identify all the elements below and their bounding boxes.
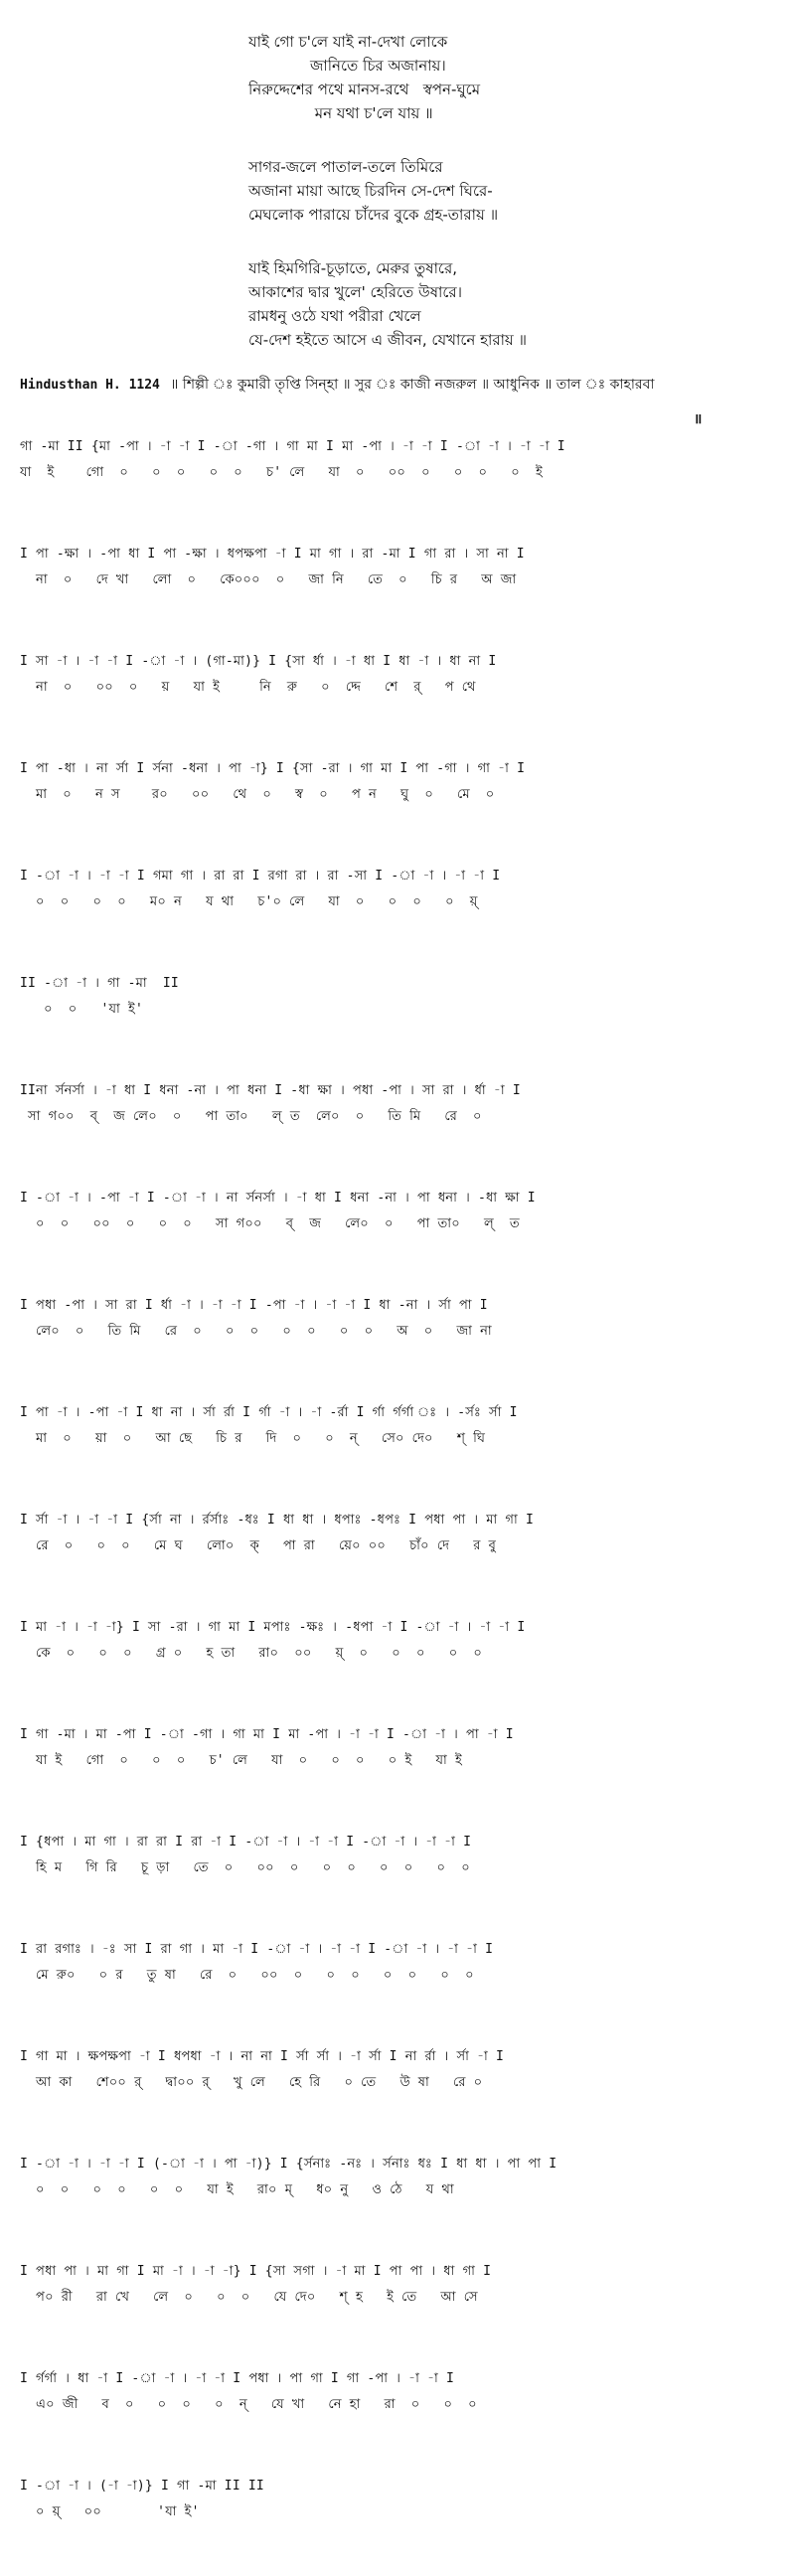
notation-row [20,1717,775,1825]
notation-row [20,2039,775,2147]
lyric-syllable-line: ০ ০ ০ ০ ম০ ন য থা চ'০ লে যা ০ ০ ০ ০ য়্ [20,894,478,909]
stanza [248,256,765,352]
swara-line: I পধা পা । মা গা I মা -া । -া -া} I {সা সগা । -া মা I পা পা । ধা গা I [20,2264,492,2279]
swara-line: I র্গর্গা । ধা -া I -া -া । -া -া I পধা । পা গা I গা -পা । -া -া I [20,2371,455,2386]
stanza [248,155,765,227]
lyric-line: জানিতে চির অজানায়। [248,57,446,75]
lyric-syllable-line: মে রু০ ০ র তু ষা রে ০ ০০ ০ ০ ০ ০ ০ ০ ০ [20,1968,474,1983]
swara-line: II -া -া । গা -মা II [20,976,179,991]
lyric-syllable-line: আ কা শে০০ র্ দ্বা০০ র্ খু লে হে রি ০ তে উ ষা রে ০ [20,2075,483,2090]
notation-rows [20,429,775,2576]
lyric-line: রামধনু ওঠে যথা পরীরা খেলে [248,307,421,325]
notation-row [20,2361,775,2469]
notation-row [20,1932,775,2039]
lyric-syllable-line: মা ০ য়া ০ আ ছে চি র দি ০ ০ ন্ সে০ দে০ শ্ ঘি [20,1431,486,1446]
lyric-syllable-line: না ০ ০০ ০ য় যা ই নি রু ০ দ্দে শে র্ প থে [20,680,476,695]
swara-line: I -া -া । -া -া I গমা গা । রা রা I রগা রা । রা -সা I -া -া । -া -া I [20,869,501,884]
lyric-syllable-line: মা ০ ন স র০ ০০ থে ০ স্ব ০ প ন ঘু ০ মে ০ [20,787,495,802]
notation-row [20,429,775,537]
notation-row [20,2147,775,2254]
lyric-syllable-line: ০ য়্ ০০ 'যা ই' [20,2504,200,2519]
notation-row [20,1503,775,1610]
swara-line: গা -মা II {মা -পা । -া -া I -া -গা । গা মা I মা -পা । -া -া I -া -া । -া -া I [20,439,565,454]
lyric-syllable-line: হি ম গি রি চূ ড়া তে ০ ০০ ০ ০ ০ ০ ০ ০ ০ [20,1860,470,1875]
notation-row [20,751,775,859]
lyric-syllable-line: কে ০ ০ ০ গ্র ০ হ তা রা০ ০০ য়্ ০ ০ ০ ০ ০ [20,1646,483,1661]
notation-row [20,2469,775,2576]
lyric-syllable-line: ০ ০ ০ ০ ০ ০ যা ই রা০ ম্ ধ০ নু ও ঠে য থা [20,2182,454,2197]
notation-row [20,1610,775,1717]
swara-line: IIনা র্সনর্সা । -া ধা I ধনা -না । পা ধনা I -ধা ক্ষা । পধা -পা । সা রা । র্ধা -া I [20,1083,521,1098]
end-bar-mark: ॥ [694,411,703,427]
lyric-line: মন যথা চ'লে যায় ॥ [248,104,433,122]
song-lyrics [248,30,765,382]
lyric-syllable-line: ০ ০ ০০ ০ ০ ০ সা গ০০ ব্ জ লে০ ০ পা তা০ ল্ ত [20,1216,520,1231]
notation-row [20,1825,775,1932]
swara-line: I -া -া । -া -া I (-া -া । পা -া)} I {র্সনাঃ -নঃ । র্সনাঃ ধঃ I ধা ধা । পা পা I [20,2157,557,2172]
swara-line: I র্সা -া । -া -া I {র্সা না । র্রর্সাঃ -ধঃ I ধা ধা । ধপাঃ -ধপঃ I পধা পা । মা গা I [20,1513,534,1528]
notation-row [20,2254,775,2361]
lyric-syllable-line: এ০ জী ব ০ ০ ০ ০ ন্ যে খা নে হা রা ০ ০ ০ [20,2397,477,2412]
swara-line: I পা -া । -পা -া I ধা না । র্সা র্রা I র্গা -া । -া -র্রা I র্গা র্গর্গা ঃ । -র্সঃ র্সা I [20,1405,518,1420]
swara-line: I -া -া । -পা -া I -া -া । না র্সনর্সা । -া ধা I ধনা -না । পা ধনা । -ধা ক্ষা I [20,1191,536,1206]
credits-text: ॥ শিল্পী ঃ কুমারী তৃপ্তি সিন্‌হা ॥ সুর ঃ কাজী নজরুল ॥ আধুনিক ॥ তাল ঃ কাহারবা [170,377,655,393]
notation-row [20,1395,775,1503]
record-credits [20,373,775,397]
swara-line: I {ধপা । মা গা । রা রা I রা -া I -া -া । -া -া I -া -া । -া -া I [20,1835,472,1850]
lyric-line: যাই গো চ'লে যাই না-দেখা লোকে [248,33,448,51]
notation-row [20,859,775,966]
notation-row [20,1073,775,1181]
lyric-line: নিরুদ্দেশের পথে মানস-রথে স্বপন-ঘুমে [248,80,481,98]
stanza [248,30,765,125]
lyric-line: মেঘলোক পারায়ে চাঁদের বুকে গ্রহ-তারায় ॥ [248,206,499,224]
lyric-syllable-line: সা গ০০ ব্ জ লে০ ০ পা তা০ ল্ ত লে০ ০ তি মি রে ০ [20,1109,482,1124]
swara-line: I রা রগাঃ । -ঃ সা I রা গা । মা -া I -া -া । -া -া I -া -া । -া -া I [20,1942,494,1957]
notation-row [20,1181,775,1288]
notation-row [20,966,775,1073]
lyric-line: যাই হিমগিরি-চূড়াতে, মেরুর তুষারে, [248,259,457,277]
notation-row [20,644,775,751]
notation-row [20,1288,775,1395]
lyric-syllable-line: প০ রী রা খে লে ০ ০ ০ যে দে০ শ্ হ ই তে আ সে [20,2290,478,2305]
swara-line: I গা -মা । মা -পা I -া -গা । গা মা I মা -পা । -া -া I -া -া । পা -া I [20,1727,514,1742]
record-number: Hindusthan H. 1124 [20,378,160,393]
lyric-syllable-line: যা ই গো ০ ০ ০ ০ ০ চ' লে যা ০ ০০ ০ ০ ০ ০ ই [20,465,543,480]
lyric-syllable-line: যা ই গো ০ ০ ০ চ' লে যা ০ ০ ০ ০ ই যা ই [20,1753,462,1768]
swara-line: I পা -ধা । না র্সা I র্সনা -ধনা । পা -া} I {সা -রা । গা মা I পা -গা । গা -া I [20,761,526,776]
swara-line: I পা -ক্ষা । -পা ধা I পা -ক্ষা । ধপক্ষপা -া I মা গা । রা -মা I গা রা । সা না I [20,547,525,562]
swara-line: I মা -া । -া -া} I সা -রা । গা মা I মপাঃ -ক্ষঃ । -ধপা -া I -া -া । -া -া I [20,1620,526,1635]
lyric-line: আকাশের দ্বার খুলে' হেরিতে উষারে। [248,283,462,301]
swara-line: I -া -া । (-া -া)} I গা -মা II II [20,2479,264,2494]
lyric-syllable-line: লে০ ০ তি মি রে ০ ০ ০ ০ ০ ০ ০ অ ০ জা না [20,1324,492,1339]
swara-line: I সা -া । -া -া I -া -া । (গা-মা)} I {সা র্ধা । -া ধা I ধা -া । ধা না I [20,654,497,669]
swara-line: I পধা -পা । সা রা I র্ধা -া । -া -া I -পা -া । -া -া I ধা -না । র্সা পা I [20,1298,488,1313]
lyric-syllable-line: না ০ দে খা লো ০ কে০০০ ০ জা নি তে ০ চি র অ জা [20,572,517,587]
lyric-line: অজানা মায়া আছে চিরদিন সে-দেশ ঘিরে- [248,182,493,200]
lyric-line: সাগর-জলে পাতাল-তলে তিমিরে [248,158,443,176]
lyric-line: যে-দেশ হইতে আসে এ জীবন, যেখানে হারায় ॥ [248,331,528,349]
lyric-syllable-line: ০ ০ 'যা ই' [20,1002,144,1017]
swara-line: I গা মা । ক্ষপক্ষপা -া I ধপধা -া । না না I র্সা র্সা । -া র্সা I না র্রা । র্সা -া I [20,2049,505,2064]
notation-row [20,537,775,644]
lyric-syllable-line: রে ০ ০ ০ মে ঘ লো০ ক্ পা রা য়ে০ ০০ চাঁ০ দে র বু [20,1538,497,1553]
